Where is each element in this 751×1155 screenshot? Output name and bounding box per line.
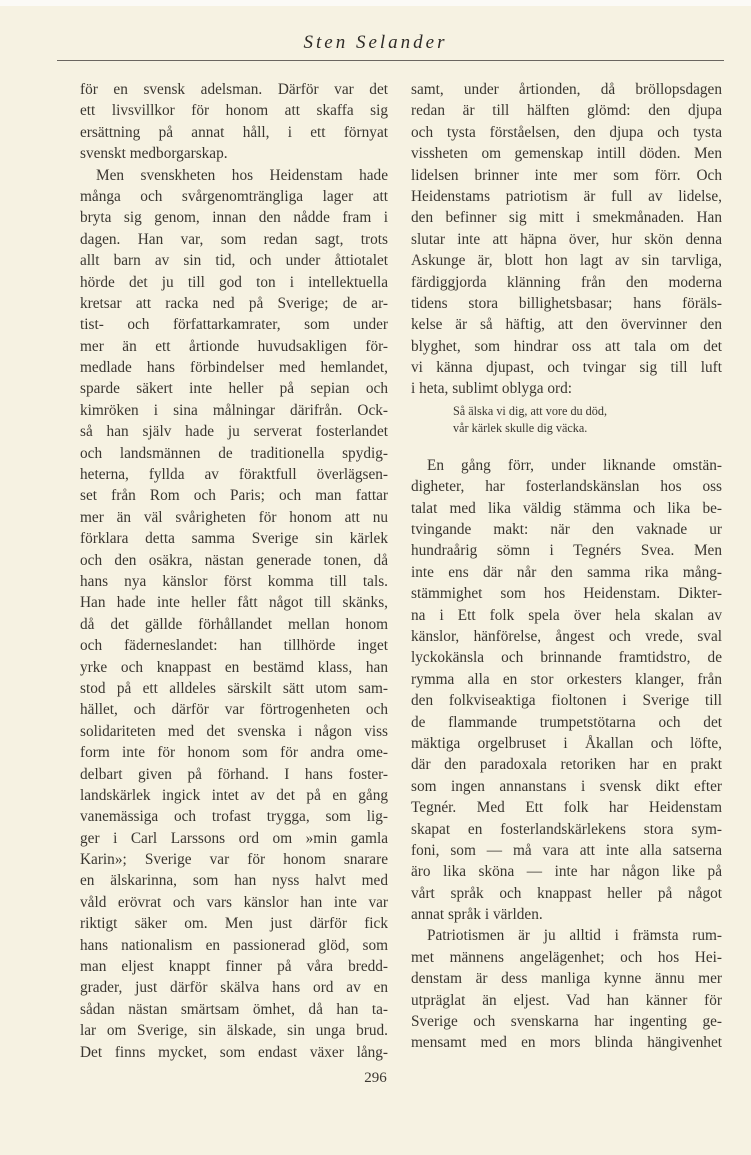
text-line: och landsmännen de traditionella spydig- [80, 444, 388, 462]
text-line: vi känna djupast, och tvingar sig till luft [411, 359, 722, 377]
text-line: allt barn av sin tid, och under åttiotalet [80, 252, 388, 270]
text-line: inte ens där når den samma rika mång- [411, 563, 722, 581]
text-line: met männens angelägenhet; och hos Hei- [411, 948, 722, 966]
text-line: delbart given på förhand. I hans foster- [80, 765, 388, 783]
text-line: lyckokänsla och brinnande framtidstro, de [411, 649, 722, 667]
text-line: de flammande trumpetstötarna och det [411, 713, 722, 731]
text-line: ger i Carl Larssons ord om »min gamla [80, 829, 388, 847]
text-line: skapat en fosterlandskärlekens stora sym- [411, 820, 722, 838]
text-line: landskärlek ingick intet av det på en gång [80, 786, 388, 804]
text-line: dagen. Han var, som redan sagt, trots [80, 230, 388, 248]
text-line: sparde säkert inte heller på sepian och [80, 380, 388, 398]
text-line: na i Ett folk spela över hela skalan av [411, 606, 722, 624]
text-line: set från Rom och Paris; och man fattar [80, 487, 388, 505]
text-line: rymma alla en stor orkesters klanger, från [411, 670, 722, 688]
text-line: Tegnér. Med Ett folk har Heidenstam [411, 799, 722, 817]
text-line: annat språk i världen. [411, 906, 543, 924]
text-line: en älskarinna, som han nyss halvt med [80, 872, 388, 890]
text-line: Askunge är, blott hon lagt av sin tarvliga, [411, 252, 722, 270]
text-line: mäktiga orgelbruset i Åkallan och löfte, [411, 734, 722, 752]
text-line: där den paradoxala retoriken har en prakt [411, 756, 722, 774]
verse-quote [411, 403, 722, 437]
text-line: Men svenskheten hos Heidenstam hade [96, 166, 388, 184]
text-line: ett livsvillkor för honom att skaffa sig [80, 102, 388, 120]
text-line: denstam är dess manliga kynne ännu mer [411, 970, 722, 988]
text-line: tvingande makt: när den vaknade ur [411, 521, 722, 539]
text-line: vanemässiga och trofast trygga, som lig- [80, 808, 388, 826]
text-line: våld erövrat och vars känslor han inte var [80, 893, 388, 911]
text-line: den befinner sig mitt i smekmånaden. Han [411, 209, 722, 227]
text-line: bryta sig genom, innan den nådde fram i [80, 209, 388, 227]
text-line: digheter, har fosterlandskänslan hos oss [411, 478, 722, 496]
text-line: kelse är så häftig, att den övervinner den [411, 316, 722, 334]
text-line: sådan nästan smärtsam ömhet, då han ta- [80, 1000, 388, 1018]
text-line: yrke och knappast en bestämd klass, han [80, 658, 388, 676]
text-line: Patriotismen är ju alltid i främsta rum- [427, 927, 722, 945]
text-line: Heidenstams patriotism är full av lidelse, [411, 187, 722, 205]
text-line: den folkviseaktiga fioltonen i Sverige till [411, 692, 722, 710]
text-line: mer än väl svårigheten för honom att nu [80, 508, 388, 526]
right-column [411, 79, 722, 1054]
quote-line: Så älska vi dig, att vore du död, [453, 403, 608, 418]
text-line: talat med lika väldig stämma och lika be- [411, 499, 722, 517]
text-line: medlade hans förbindelser med hemlandet, [80, 359, 388, 377]
text-line: man eljest knappt finner på våra bredd- [80, 958, 388, 976]
text-line: hörde det ju till god ton i intellektuella [80, 273, 388, 291]
text-line: då det gällde förhållandet mellan honom [80, 615, 388, 633]
text-line: många och svårgenomträngliga lager att [80, 187, 388, 205]
page-number: 296 [364, 1070, 387, 1086]
text-line: lidelsen brinner inte mer som förr. Och [411, 166, 722, 184]
text-line: hans nya känslor först komma till tals. [80, 572, 388, 590]
text-line: ersättning på annat håll, i ett förnyat [80, 123, 388, 141]
text-line: stämmighet som hos Heidenstam. Dikter- [411, 585, 722, 603]
text-line: som ingen annanstans i svensk dikt efter [411, 777, 722, 795]
text-line: En gång förr, under liknande omstän- [427, 456, 722, 474]
text-line: hans nationalism en passionerad glöd, som [80, 936, 388, 954]
quote-line: vår kärlek skulle dig väcka. [453, 420, 588, 435]
text-line: Sverige och svenskarna har ingenting ge- [411, 1013, 722, 1031]
text-line: slutar inte att häpna över, hur skön denna [411, 230, 722, 248]
text-line: heterna, fyllda av föraktfull överlägsen- [80, 466, 388, 484]
text-line: kimröken i sina målningar därifrån. Ock- [80, 401, 388, 419]
text-line: blyghet, som hindrar oss att tala om det [411, 337, 722, 355]
text-line: grader, just därför skälva hans ord av en [80, 979, 388, 997]
text-line: tist- och författarkamrater, som under [80, 316, 388, 334]
text-line: Karin»; Sverige var för honom snarare [80, 851, 388, 869]
text-line: hället, och därför var förtrogenheten och [80, 701, 388, 719]
running-header: Sten Selander [303, 32, 448, 53]
text-line: Han hade inte heller fått något till skänks, [80, 594, 388, 612]
text-line: foni, som — må vara att inte alla satserna [411, 841, 722, 859]
text-line: och fäderneslandet: han tillhörde inget [80, 637, 388, 655]
text-line: lar om Sverige, sin älskade, sin unga brud. [80, 1022, 388, 1040]
scan-edge [0, 0, 751, 6]
text-line: vårt språk och knappast heller på något [411, 884, 722, 902]
text-line: stod på ett alldeles särskilt sätt utom sam- [80, 679, 388, 697]
text-line: utpräglat än eljest. Vad han känner för [411, 991, 722, 1009]
text-line: samt, under årtionden, då bröllopsdagen [411, 81, 722, 98]
text-line: för en svensk adelsman. Därför var det [80, 81, 388, 98]
text-line: förklara detta samma Sverige sin kärlek [80, 530, 388, 548]
text-line: känslor, hänförelse, ångest och vrede, sval [411, 627, 722, 645]
text-line: form inte för honom som för andra ome- [80, 744, 388, 762]
text-line: redan är till hälften glömd: den djupa [411, 102, 722, 120]
text-line: hundraårig sömn i Tegnérs Svea. Men [411, 542, 722, 560]
text-line: vissheten om gemenskap intill döden. Men [411, 145, 722, 163]
header-rule [57, 60, 724, 61]
left-column [80, 79, 388, 1063]
text-line: och den osäkra, nästan generade tonen, då [80, 551, 388, 569]
text-line: mer än ett årtionde huvudsakligen för- [80, 337, 388, 355]
text-line: Det finns mycket, som endast växer lång- [80, 1043, 388, 1061]
text-line: kretsar att racka ned på Sverige; de ar- [80, 294, 388, 312]
text-line: solidariteten med det svenska i någon viss [80, 722, 388, 740]
text-line: äro lika sköna — inte har någon like på [411, 863, 722, 881]
text-line: tidens stora billighetsbasar; hans föräls- [411, 294, 722, 312]
text-line: färdiggjorda klänning från den moderna [411, 273, 722, 291]
text-line: riktigt säker om. Men just därför fick [80, 915, 388, 933]
text-line: och tysta förståelsen, den djupa och tysta [411, 123, 722, 141]
text-line: så han själv hade ju serverat fosterlandet [80, 423, 388, 441]
text-line: i heta, sublimt oblyga ord: [411, 380, 573, 398]
text-line: svenskt medborgarskap. [80, 145, 228, 163]
text-line: mensamt med en mors blinda hängivenhet [411, 1034, 722, 1052]
